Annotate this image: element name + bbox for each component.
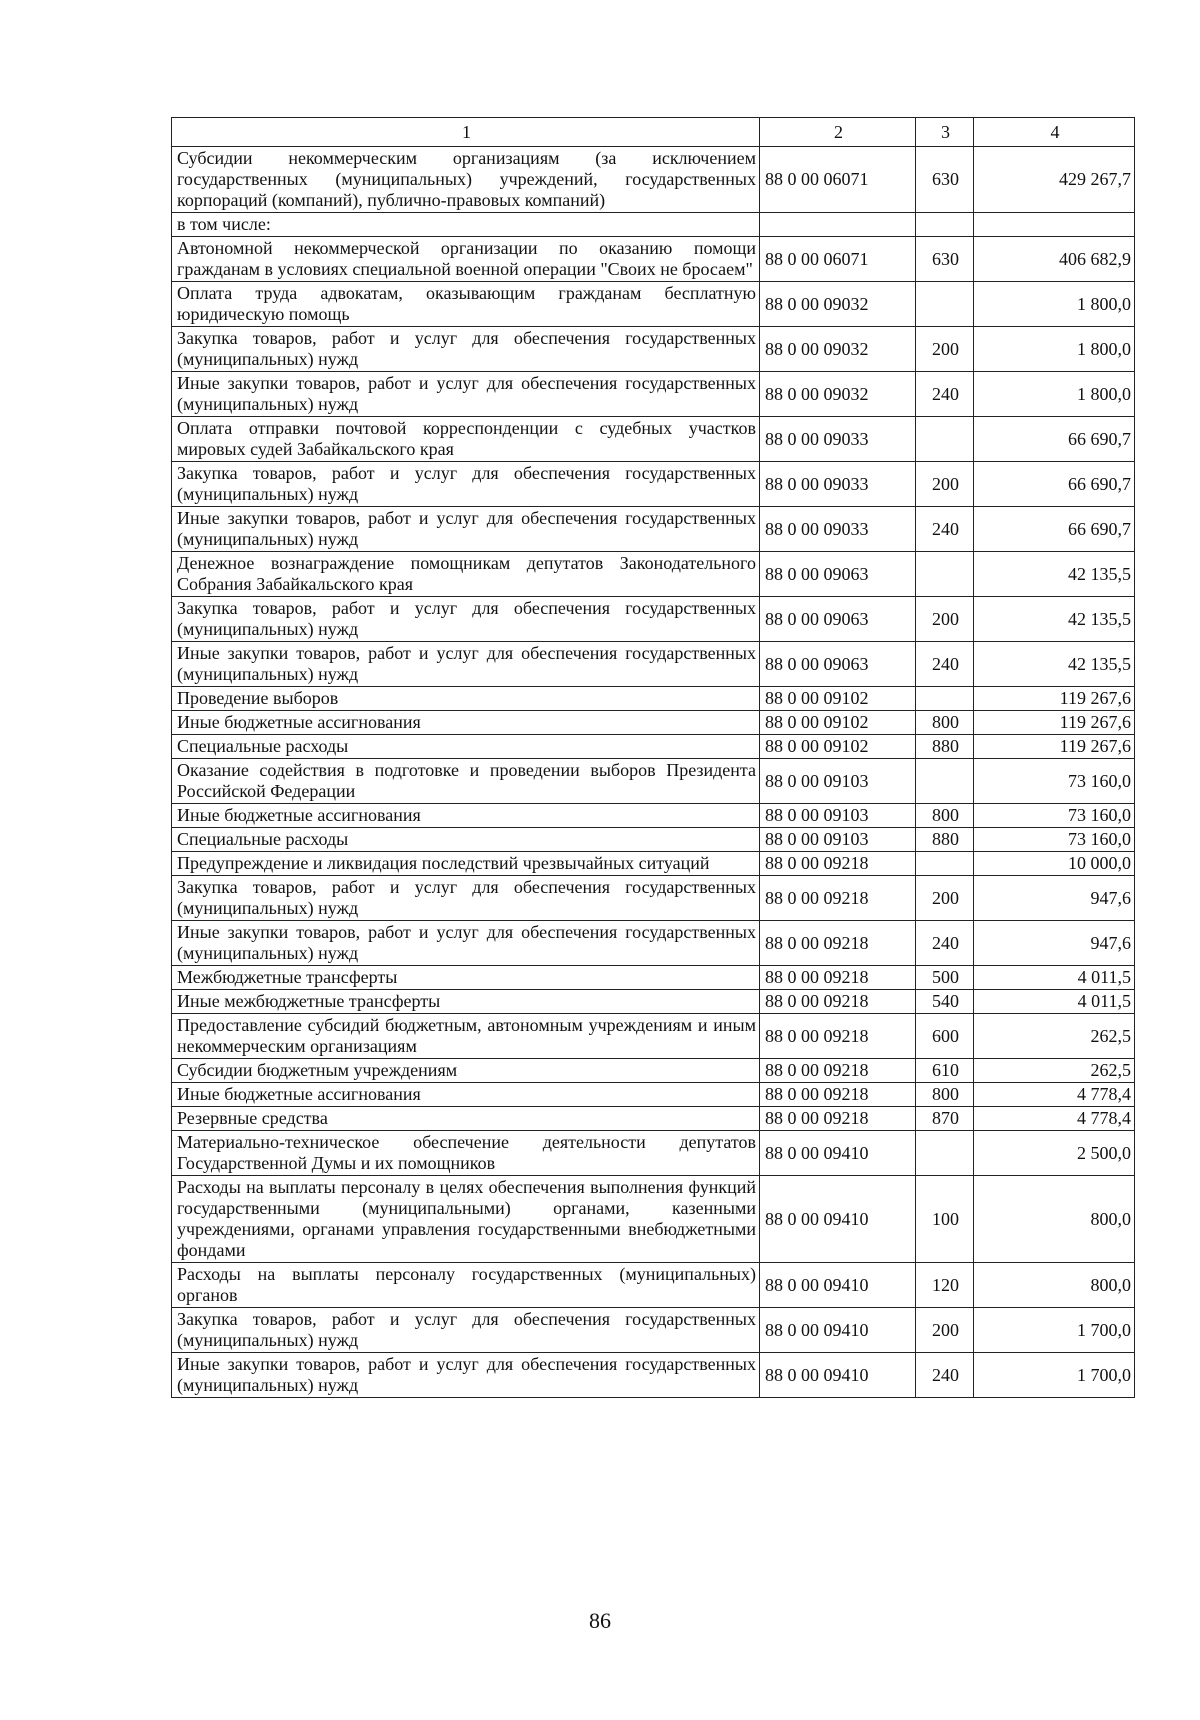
row-code-cell: 88 0 00 09063 bbox=[760, 642, 916, 687]
row-code-cell: 88 0 00 09218 bbox=[760, 990, 916, 1014]
row-sum-cell: 2 500,0 bbox=[974, 1131, 1135, 1176]
row-sum-cell: 42 135,5 bbox=[974, 552, 1135, 597]
row-name-cell: Иные межбюджетные трансферты bbox=[172, 990, 760, 1014]
row-sum-cell: 42 135,5 bbox=[974, 642, 1135, 687]
row-type-cell: 200 bbox=[916, 876, 974, 921]
row-code-cell: 88 0 00 09033 bbox=[760, 462, 916, 507]
table-row bbox=[172, 1176, 1135, 1263]
row-type-cell bbox=[916, 213, 974, 237]
row-type-cell: 240 bbox=[916, 372, 974, 417]
row-type-cell bbox=[916, 852, 974, 876]
header-col-1: 1 bbox=[172, 118, 760, 147]
table-row bbox=[172, 1353, 1135, 1398]
table-body bbox=[172, 147, 1135, 1398]
row-sum-cell: 262,5 bbox=[974, 1059, 1135, 1083]
row-name-cell: Закупка товаров, работ и услуг для обеспечения государственных (муниципальных) нужд bbox=[172, 1308, 760, 1353]
row-type-cell: 500 bbox=[916, 966, 974, 990]
row-sum-cell: 1 700,0 bbox=[974, 1308, 1135, 1353]
row-code-cell: 88 0 00 09410 bbox=[760, 1131, 916, 1176]
row-name-cell: Иные закупки товаров, работ и услуг для обеспечения государственных (муниципальных) нужд bbox=[172, 642, 760, 687]
row-name-cell: Денежное вознаграждение помощникам депутатов Законодательного Собрания Забайкальского края bbox=[172, 552, 760, 597]
row-type-cell: 240 bbox=[916, 507, 974, 552]
header-col-4: 4 bbox=[974, 118, 1135, 147]
row-sum-cell: 262,5 bbox=[974, 1014, 1135, 1059]
row-code-cell: 88 0 00 09103 bbox=[760, 804, 916, 828]
row-code-cell: 88 0 00 09102 bbox=[760, 711, 916, 735]
table-row bbox=[172, 237, 1135, 282]
table-row bbox=[172, 711, 1135, 735]
row-type-cell: 200 bbox=[916, 327, 974, 372]
table-row bbox=[172, 804, 1135, 828]
row-name-cell: Закупка товаров, работ и услуг для обеспечения государственных (муниципальных) нужд bbox=[172, 462, 760, 507]
table-row bbox=[172, 552, 1135, 597]
row-sum-cell: 66 690,7 bbox=[974, 417, 1135, 462]
row-sum-cell: 1 800,0 bbox=[974, 372, 1135, 417]
row-code-cell: 88 0 00 09218 bbox=[760, 1059, 916, 1083]
row-code-cell: 88 0 00 09102 bbox=[760, 735, 916, 759]
row-code-cell: 88 0 00 09033 bbox=[760, 507, 916, 552]
table-row bbox=[172, 462, 1135, 507]
row-name-cell: в том числе: bbox=[172, 213, 760, 237]
row-name-cell: Предоставление субсидий бюджетным, автономным учреждениям и иным некоммерческим организациям bbox=[172, 1014, 760, 1059]
row-type-cell: 800 bbox=[916, 804, 974, 828]
table-row bbox=[172, 507, 1135, 552]
row-type-cell: 200 bbox=[916, 597, 974, 642]
table-row bbox=[172, 876, 1135, 921]
row-sum-cell: 73 160,0 bbox=[974, 828, 1135, 852]
table-row bbox=[172, 1263, 1135, 1308]
row-code-cell: 88 0 00 09218 bbox=[760, 966, 916, 990]
row-name-cell: Проведение выборов bbox=[172, 687, 760, 711]
row-sum-cell: 947,6 bbox=[974, 921, 1135, 966]
row-code-cell: 88 0 00 09032 bbox=[760, 282, 916, 327]
row-sum-cell: 42 135,5 bbox=[974, 597, 1135, 642]
row-name-cell: Иные закупки товаров, работ и услуг для обеспечения государственных (муниципальных) нужд bbox=[172, 1353, 760, 1398]
row-code-cell: 88 0 00 09410 bbox=[760, 1263, 916, 1308]
row-name-cell: Иные закупки товаров, работ и услуг для обеспечения государственных (муниципальных) нужд bbox=[172, 921, 760, 966]
header-row bbox=[172, 118, 1135, 147]
table-row bbox=[172, 828, 1135, 852]
table-row bbox=[172, 990, 1135, 1014]
row-type-cell: 630 bbox=[916, 237, 974, 282]
row-code-cell: 88 0 00 09103 bbox=[760, 828, 916, 852]
row-type-cell: 600 bbox=[916, 1014, 974, 1059]
table-row bbox=[172, 1083, 1135, 1107]
table-row bbox=[172, 642, 1135, 687]
row-name-cell: Субсидии бюджетным учреждениям bbox=[172, 1059, 760, 1083]
table-row bbox=[172, 759, 1135, 804]
table-row bbox=[172, 372, 1135, 417]
row-sum-cell: 947,6 bbox=[974, 876, 1135, 921]
row-name-cell: Резервные средства bbox=[172, 1107, 760, 1131]
row-sum-cell: 1 800,0 bbox=[974, 327, 1135, 372]
row-name-cell: Закупка товаров, работ и услуг для обеспечения государственных (муниципальных) нужд bbox=[172, 876, 760, 921]
row-sum-cell: 4 011,5 bbox=[974, 990, 1135, 1014]
table-row bbox=[172, 417, 1135, 462]
row-name-cell: Специальные расходы bbox=[172, 828, 760, 852]
row-sum-cell bbox=[974, 213, 1135, 237]
row-type-cell: 240 bbox=[916, 921, 974, 966]
row-name-cell: Закупка товаров, работ и услуг для обеспечения государственных (муниципальных) нужд bbox=[172, 597, 760, 642]
row-code-cell: 88 0 00 09218 bbox=[760, 1107, 916, 1131]
row-code-cell: 88 0 00 09218 bbox=[760, 852, 916, 876]
row-sum-cell: 800,0 bbox=[974, 1176, 1135, 1263]
row-type-cell: 240 bbox=[916, 642, 974, 687]
row-code-cell: 88 0 00 09410 bbox=[760, 1353, 916, 1398]
row-sum-cell: 119 267,6 bbox=[974, 735, 1135, 759]
row-code-cell: 88 0 00 06071 bbox=[760, 147, 916, 213]
row-type-cell: 240 bbox=[916, 1353, 974, 1398]
row-sum-cell: 119 267,6 bbox=[974, 687, 1135, 711]
row-type-cell: 800 bbox=[916, 711, 974, 735]
row-type-cell bbox=[916, 759, 974, 804]
row-name-cell: Оплата труда адвокатам, оказывающим гражданам бесплатную юридическую помощь bbox=[172, 282, 760, 327]
table-row bbox=[172, 1107, 1135, 1131]
row-code-cell: 88 0 00 09218 bbox=[760, 1083, 916, 1107]
table-row bbox=[172, 1014, 1135, 1059]
row-code-cell: 88 0 00 09218 bbox=[760, 876, 916, 921]
row-name-cell: Предупреждение и ликвидация последствий чрезвычайных ситуаций bbox=[172, 852, 760, 876]
page-number: 86 bbox=[589, 1608, 611, 1633]
row-code-cell bbox=[760, 213, 916, 237]
header-col-2: 2 bbox=[760, 118, 916, 147]
row-name-cell: Оказание содействия в подготовке и проведении выборов Президента Российской Федерации bbox=[172, 759, 760, 804]
row-sum-cell: 119 267,6 bbox=[974, 711, 1135, 735]
row-code-cell: 88 0 00 09032 bbox=[760, 372, 916, 417]
table-row bbox=[172, 921, 1135, 966]
row-name-cell: Иные бюджетные ассигнования bbox=[172, 804, 760, 828]
row-type-cell: 540 bbox=[916, 990, 974, 1014]
row-type-cell: 880 bbox=[916, 828, 974, 852]
row-type-cell bbox=[916, 1131, 974, 1176]
row-name-cell: Иные бюджетные ассигнования bbox=[172, 711, 760, 735]
row-sum-cell: 10 000,0 bbox=[974, 852, 1135, 876]
row-sum-cell: 66 690,7 bbox=[974, 507, 1135, 552]
row-type-cell: 870 bbox=[916, 1107, 974, 1131]
row-sum-cell: 1 700,0 bbox=[974, 1353, 1135, 1398]
row-type-cell bbox=[916, 417, 974, 462]
row-sum-cell: 429 267,7 bbox=[974, 147, 1135, 213]
row-sum-cell: 4 778,4 bbox=[974, 1083, 1135, 1107]
row-code-cell: 88 0 00 09218 bbox=[760, 1014, 916, 1059]
row-name-cell: Автономной некоммерческой организации по оказанию помощи гражданам в условиях специальной военной операции "Своих не бросаем" bbox=[172, 237, 760, 282]
row-sum-cell: 406 682,9 bbox=[974, 237, 1135, 282]
row-sum-cell: 73 160,0 bbox=[974, 804, 1135, 828]
table-row bbox=[172, 966, 1135, 990]
row-code-cell: 88 0 00 09033 bbox=[760, 417, 916, 462]
row-code-cell: 88 0 00 09103 bbox=[760, 759, 916, 804]
row-name-cell: Иные бюджетные ассигнования bbox=[172, 1083, 760, 1107]
row-name-cell: Иные закупки товаров, работ и услуг для обеспечения государственных (муниципальных) нужд bbox=[172, 507, 760, 552]
row-code-cell: 88 0 00 09410 bbox=[760, 1308, 916, 1353]
row-type-cell bbox=[916, 282, 974, 327]
row-type-cell: 200 bbox=[916, 1308, 974, 1353]
row-name-cell: Субсидии некоммерческим организациям (за исключением государственных (муниципальных) учреждений, государственных корпораций (компаний), публично-правовых компаний) bbox=[172, 147, 760, 213]
row-sum-cell: 1 800,0 bbox=[974, 282, 1135, 327]
row-name-cell: Межбюджетные трансферты bbox=[172, 966, 760, 990]
row-name-cell: Расходы на выплаты персоналу государственных (муниципальных) органов bbox=[172, 1263, 760, 1308]
table-row bbox=[172, 147, 1135, 213]
row-type-cell: 610 bbox=[916, 1059, 974, 1083]
table-row bbox=[172, 735, 1135, 759]
table-row bbox=[172, 852, 1135, 876]
row-type-cell: 120 bbox=[916, 1263, 974, 1308]
row-code-cell: 88 0 00 09063 bbox=[760, 597, 916, 642]
row-name-cell: Специальные расходы bbox=[172, 735, 760, 759]
row-code-cell: 88 0 00 09218 bbox=[760, 921, 916, 966]
row-sum-cell: 4 011,5 bbox=[974, 966, 1135, 990]
row-code-cell: 88 0 00 09063 bbox=[760, 552, 916, 597]
row-name-cell: Закупка товаров, работ и услуг для обеспечения государственных (муниципальных) нужд bbox=[172, 327, 760, 372]
table-row bbox=[172, 687, 1135, 711]
row-type-cell bbox=[916, 552, 974, 597]
row-type-cell: 100 bbox=[916, 1176, 974, 1263]
table-row bbox=[172, 1059, 1135, 1083]
row-name-cell: Оплата отправки почтовой корреспонденции с судебных участков мировых судей Забайкальского края bbox=[172, 417, 760, 462]
row-sum-cell: 4 778,4 bbox=[974, 1107, 1135, 1131]
row-sum-cell: 800,0 bbox=[974, 1263, 1135, 1308]
table-row bbox=[172, 213, 1135, 237]
row-code-cell: 88 0 00 09102 bbox=[760, 687, 916, 711]
row-sum-cell: 66 690,7 bbox=[974, 462, 1135, 507]
table-row bbox=[172, 1308, 1135, 1353]
table-row bbox=[172, 282, 1135, 327]
row-type-cell: 630 bbox=[916, 147, 974, 213]
row-type-cell: 200 bbox=[916, 462, 974, 507]
row-code-cell: 88 0 00 09032 bbox=[760, 327, 916, 372]
table-row bbox=[172, 597, 1135, 642]
table-row bbox=[172, 327, 1135, 372]
row-type-cell: 800 bbox=[916, 1083, 974, 1107]
header-col-3: 3 bbox=[916, 118, 974, 147]
row-code-cell: 88 0 00 06071 bbox=[760, 237, 916, 282]
budget-table bbox=[171, 117, 1135, 1398]
table-row bbox=[172, 1131, 1135, 1176]
row-name-cell: Иные закупки товаров, работ и услуг для обеспечения государственных (муниципальных) нужд bbox=[172, 372, 760, 417]
row-type-cell: 880 bbox=[916, 735, 974, 759]
row-code-cell: 88 0 00 09410 bbox=[760, 1176, 916, 1263]
row-type-cell bbox=[916, 687, 974, 711]
row-name-cell: Материально-техническое обеспечение деятельности депутатов Государственной Думы и их помощников bbox=[172, 1131, 760, 1176]
row-name-cell: Расходы на выплаты персоналу в целях обеспечения выполнения функций государственными (муниципальными) органами, казенными учреждениями, органами управления государственными внебюджетными фондами bbox=[172, 1176, 760, 1263]
row-sum-cell: 73 160,0 bbox=[974, 759, 1135, 804]
